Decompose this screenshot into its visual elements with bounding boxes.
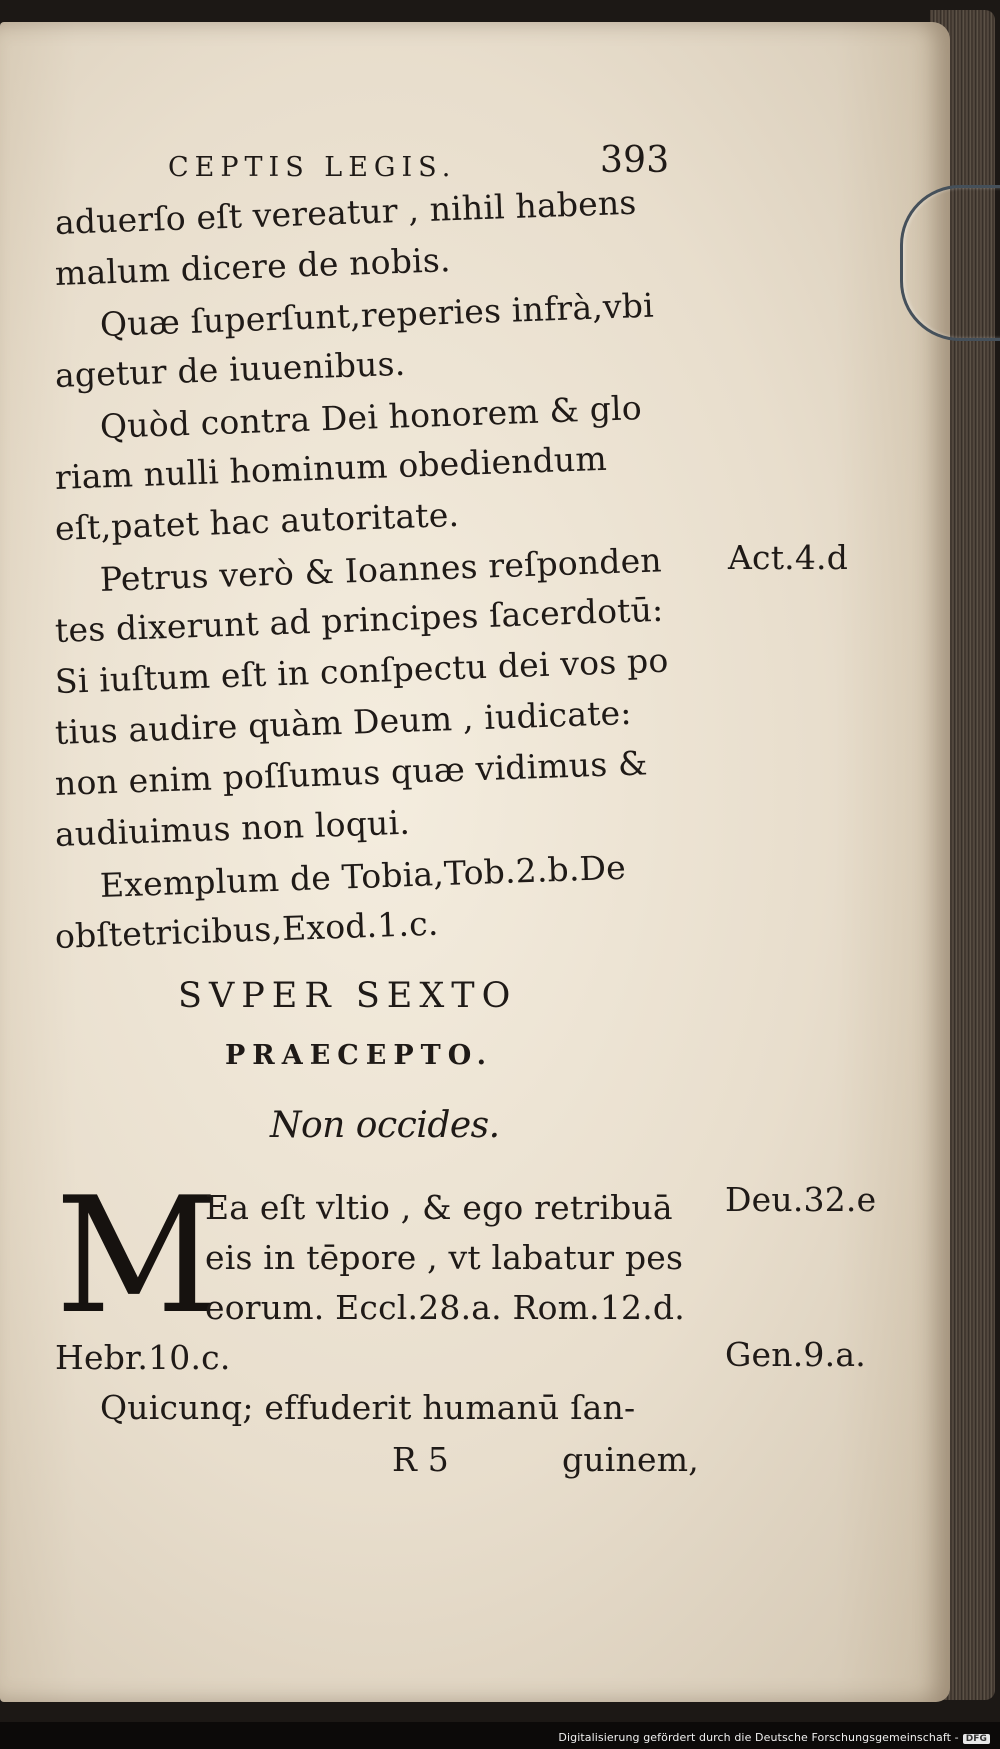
text-line: Exemplum de Tobia,Tob.2.b.De — [99, 847, 627, 905]
text-line: eorum. Eccl.28.a. Rom.12.d. — [205, 1288, 685, 1327]
text-line: malum dicere de nobis. — [54, 240, 452, 293]
text-line: eis in tēpore , vt labatur pes — [205, 1238, 684, 1277]
text-line: eſt,patet hac autoritate. — [54, 494, 460, 548]
text-line: audiuimus non loqui. — [54, 802, 411, 854]
running-header: CEPTIS LEGIS. — [168, 152, 457, 183]
page-clip — [900, 185, 1000, 341]
catchword: guinem, — [562, 1440, 699, 1479]
commandment-heading: Non occides. — [270, 1105, 500, 1146]
text-line: obſtetricibus,Exod.1.c. — [54, 903, 440, 956]
dropcap-initial: M — [55, 1162, 219, 1349]
text-line: agetur de iuuenibus. — [54, 343, 406, 395]
text-line: Petrus verò & Ioannes reſponden — [99, 540, 663, 599]
text-line: tius audire quàm Deum , iudicate: — [54, 692, 633, 752]
credit-text: Digitalisierung gefördert durch die Deutsche Forschungsgemeinschaft - — [558, 1731, 959, 1744]
signature-mark: R 5 — [392, 1440, 449, 1479]
section-subtitle: PRAECEPTO. — [225, 1040, 494, 1071]
text-line: Quæ ſuperſunt,reperies infrà,vbi — [99, 285, 655, 344]
text-line: aduerſo eſt vereatur , nihil habens — [54, 182, 638, 242]
dfg-logo-icon: DFG — [963, 1734, 990, 1744]
section-title: SVPER SEXTO — [178, 976, 518, 1016]
text-line: Quicunq; effuderit humanū ſan- — [100, 1388, 636, 1427]
text-line: riam nulli hominum obediendum — [54, 438, 608, 497]
credit-bar — [0, 1722, 1000, 1749]
margin-note-act: Act.4.d — [728, 538, 849, 577]
text-line: Si iuſtum eſt in conſpectu dei vos po — [54, 640, 670, 701]
text-line: non enim poſſumus quæ vidimus & — [54, 743, 649, 803]
text-line: Quòd contra Dei honorem & glo — [99, 388, 643, 446]
text-line: tes dixerunt ad principes ſacerdotū: — [54, 589, 664, 650]
margin-note-gen: Gen.9.a. — [725, 1335, 866, 1374]
text-line: Hebr.10.c. — [55, 1338, 231, 1377]
page-number: 393 — [600, 140, 670, 181]
margin-note-deu: Deu.32.e — [725, 1180, 877, 1219]
digitization-credit — [558, 1731, 990, 1744]
text-line: Ea eſt vltio , & ego retribuā — [205, 1188, 673, 1227]
